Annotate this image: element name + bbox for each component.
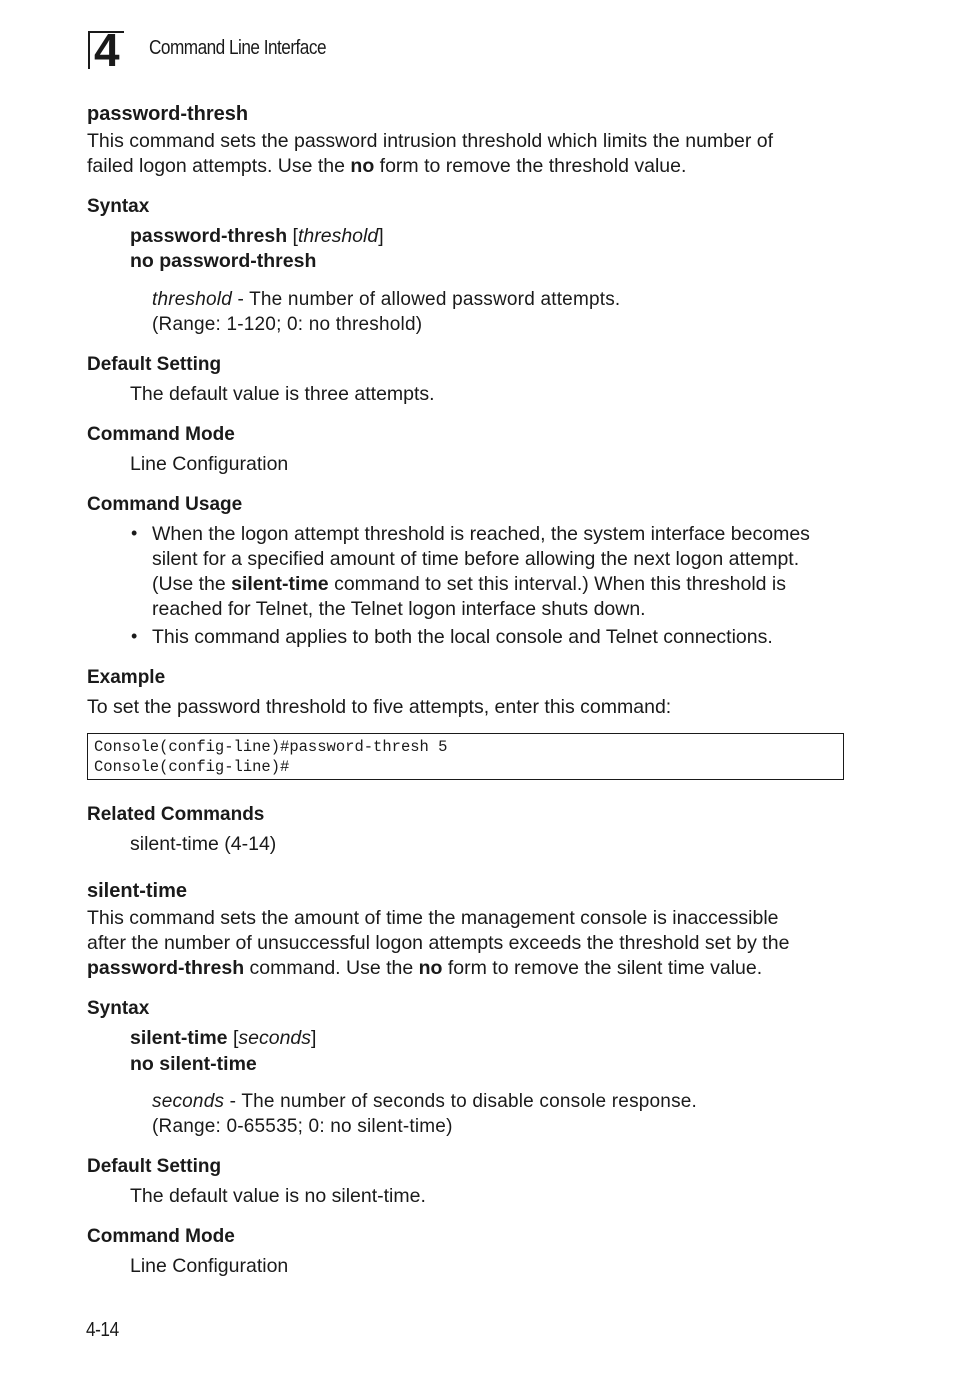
command-usage-heading: Command Usage: [87, 494, 243, 515]
chapter-badge-left-rule: [88, 31, 90, 69]
syntax-line-no-silent-time: no silent-time: [130, 1053, 257, 1075]
chapter-number: 4: [94, 24, 120, 76]
command-mode-heading: Command Mode: [87, 1226, 235, 1247]
usage-bullet-1-line-2: silent for a specified amount of time before allowing the next logon attempt.: [152, 548, 800, 570]
parameter-threshold: threshold - The number of allowed password attempts.: [152, 289, 621, 310]
code-example-box: [87, 733, 844, 780]
password-thresh-description-line-1: This command sets the password intrusion threshold which limits the number of: [87, 130, 774, 152]
syntax-line-password-thresh: password-thresh [threshold]: [130, 225, 384, 247]
page-number: 4-14: [86, 1319, 119, 1341]
parameter-seconds-range: (Range: 0-65535; 0: no silent-time): [152, 1116, 453, 1137]
command-mode-heading: Command Mode: [87, 424, 235, 445]
parameter-seconds: seconds - The number of seconds to disable console response.: [152, 1091, 698, 1112]
command-mode-text: Line Configuration: [130, 1255, 289, 1277]
syntax-line-silent-time: silent-time [seconds]: [130, 1027, 317, 1049]
command-mode-text: Line Configuration: [130, 453, 289, 475]
related-commands-heading: Related Commands: [87, 804, 265, 825]
silent-time-description-line-1: This command sets the amount of time the management console is inaccessible: [87, 907, 779, 929]
syntax-heading: Syntax: [87, 196, 150, 217]
syntax-line-no-password-thresh: no password-thresh: [130, 250, 317, 272]
running-header-title: Command Line Interface: [149, 37, 326, 59]
usage-bullet-2: This command applies to both the local console and Telnet connections.: [152, 626, 773, 648]
usage-bullet-1-line-4: reached for Telnet, the Telnet logon interface shuts down.: [152, 598, 646, 620]
silent-time-description-line-2: after the number of unsuccessful logon attempts exceeds the threshold set by the: [87, 932, 790, 954]
chapter-number-badge: [88, 24, 128, 76]
bullet-marker: •: [131, 626, 138, 646]
parameter-threshold-range: (Range: 1-120; 0: no threshold): [152, 314, 423, 335]
password-thresh-description-line-2: failed logon attempts. Use the no form to remove the threshold value.: [87, 155, 687, 177]
example-text: To set the password threshold to five attempts, enter this command:: [87, 696, 672, 718]
default-setting-heading: Default Setting: [87, 354, 222, 375]
bullet-marker: •: [131, 523, 138, 543]
related-commands-text: silent-time (4-14): [130, 833, 277, 855]
code-line-2: Console(config-line)#: [94, 758, 290, 776]
silent-time-description-line-3: password-thresh command. Use the no form to remove the silent time value.: [87, 957, 763, 979]
default-setting-text: The default value is no silent-time.: [130, 1185, 426, 1207]
usage-bullet-1-line-1: When the logon attempt threshold is reached, the system interface becomes: [152, 523, 810, 545]
default-setting-text: The default value is three attempts.: [130, 383, 435, 405]
usage-bullet-1-line-3: (Use the silent-time command to set this interval.) When this threshold is: [152, 573, 787, 595]
code-line-1: Console(config-line)#password-thresh 5: [94, 738, 448, 756]
default-setting-heading: Default Setting: [87, 1156, 222, 1177]
command-title-silent-time: silent-time: [87, 880, 188, 902]
syntax-heading: Syntax: [87, 998, 150, 1019]
command-title-password-thresh: password-thresh: [87, 103, 249, 125]
example-heading: Example: [87, 667, 166, 688]
